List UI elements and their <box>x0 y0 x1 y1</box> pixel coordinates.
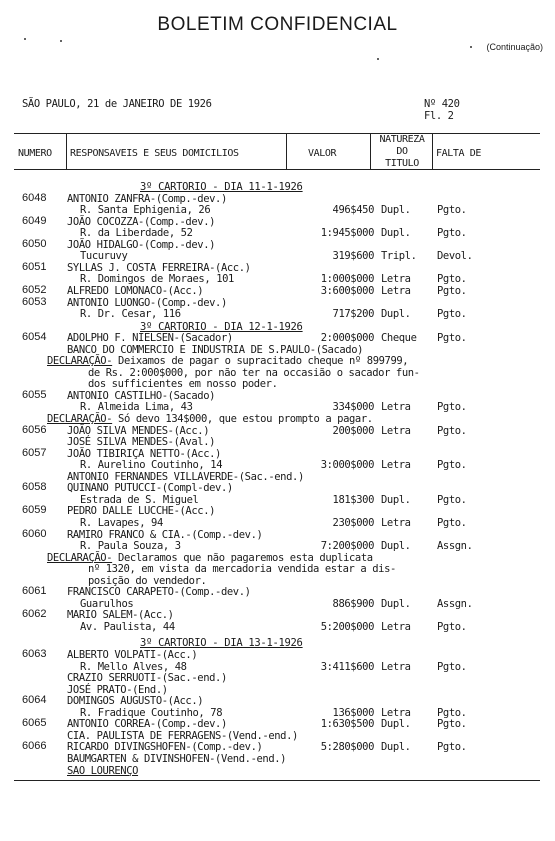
entry-party: JOÃO SILVA MENDES-(Acc.) <box>67 424 210 437</box>
entry-title-type: Dupl. <box>381 204 411 217</box>
entry-reason: Assgn. <box>437 540 473 553</box>
entry-number: 6062 <box>22 608 47 621</box>
header-divider <box>66 133 67 170</box>
entry-party: RICARDO DIVINGSHOFEN-(Comp.-dev.) <box>67 741 263 754</box>
entry-number: 6064 <box>22 694 47 707</box>
entry-party: ANTONIO CORREA-(Comp.-dev.) <box>67 718 227 731</box>
stray-mark <box>470 46 472 48</box>
entry-party: CRAZIO SERRUOTI-(Sac.-end.) <box>67 672 227 685</box>
sheet-number: Fl. 2 <box>424 110 454 122</box>
entry-value: 3:600$000 <box>320 284 374 297</box>
entry-reason: Pgto. <box>437 493 467 506</box>
entry-number: 6055 <box>22 388 47 401</box>
entry-value: 3:000$000 <box>320 459 374 472</box>
entry-number: 6054 <box>22 331 47 344</box>
entry-number: 6061 <box>22 585 47 598</box>
document-title: BOLETIM CONFIDENCIAL <box>157 14 398 35</box>
column-header-natureza: TITULO <box>385 158 419 169</box>
entry-reason: Devol. <box>437 250 473 263</box>
section-heading: 3º CARTORIO - DIA 12-1-1926 <box>140 320 303 333</box>
entry-title-type: Dupl. <box>381 597 411 610</box>
entry-title-type: Letra <box>381 459 411 472</box>
entry-party: SAO LOURENÇO <box>67 764 139 777</box>
entry-value: 7:200$000 <box>320 540 374 553</box>
declaration-line <box>47 552 373 564</box>
header-divider <box>286 133 287 170</box>
declaration-continuation: posição do vendedor. <box>88 574 207 587</box>
entry-reason: Pgto. <box>437 424 467 437</box>
entry-address: R. Domingos de Moraes, 101 <box>80 273 234 286</box>
entry-title-type: Dupl. <box>381 308 411 321</box>
column-header-responsaveis: RESPONSAVEIS E SEUS DOMICILIOS <box>70 148 239 159</box>
entry-title-type: Letra <box>381 516 411 529</box>
entry-reason: Pgto. <box>437 204 467 217</box>
entry-party: ALFREDO LOMONACO-(Acc.) <box>67 284 204 297</box>
entry-title-type: Letra <box>381 620 411 633</box>
entry-number: 6066 <box>22 740 47 753</box>
entry-title-type: Dupl. <box>381 741 411 754</box>
entry-reason: Pgto. <box>437 332 467 345</box>
entry-address: R. Santa Ephigenia, 26 <box>80 204 211 217</box>
entry-party: ADOLPHO F. NIELSEN-(Sacador) <box>67 332 233 345</box>
entry-reason: Pgto. <box>437 620 467 633</box>
entry-value: 319$600 <box>332 250 374 263</box>
entry-value: 5:280$000 <box>320 741 374 754</box>
entry-party: QUINANO PUTUCCI-(Compl-dev.) <box>67 482 233 495</box>
entry-title-type: Letra <box>381 424 411 437</box>
entry-party: FRANCISCO CARAPETO-(Comp.-dev.) <box>67 586 251 599</box>
column-header-numero: NUMERO <box>18 148 52 159</box>
declaration-line <box>47 355 408 367</box>
declaration-continuation: de Rs. 2:000$000, por não ter na occasião o sacador fun- <box>88 366 420 379</box>
entry-value: 5:200$000 <box>320 620 374 633</box>
declaration-text: Só devo 134$000, que estou prompto a pagar. <box>112 413 373 425</box>
entry-title-type: Letra <box>381 273 411 286</box>
entry-address: R. Fradique Coutinho, 78 <box>80 706 223 719</box>
entry-number: 6060 <box>22 527 47 540</box>
entry-address: R. Dr. Cesar, 116 <box>80 308 181 321</box>
entry-reason: Pgto. <box>437 718 467 731</box>
entry-address: R. Mello Alves, 48 <box>80 660 187 673</box>
declaration-continuation: dos sufficientes em nosso poder. <box>88 378 278 391</box>
entry-reason: Pgto. <box>437 227 467 240</box>
entry-title-type: Letra <box>381 660 411 673</box>
column-header-natureza: NATUREZA <box>379 134 425 145</box>
declaration-label: DECLARAÇÃO- <box>47 355 113 368</box>
entry-number: 6059 <box>22 504 47 517</box>
entry-value: 181$300 <box>332 493 374 506</box>
section-heading: 3º CARTORIO - DIA 13-1-1926 <box>140 637 303 650</box>
entry-reason: Pgto. <box>437 741 467 754</box>
stray-mark <box>24 38 26 40</box>
entry-number: 6052 <box>22 283 47 296</box>
entry-value: 230$000 <box>332 516 374 529</box>
entry-value: 1:945$000 <box>320 227 374 240</box>
entry-party: JOÃO COCOZZA-(Comp.-dev.) <box>67 215 216 228</box>
entry-number: 6065 <box>22 717 47 730</box>
entry-reason: Pgto. <box>437 516 467 529</box>
declaration-label: DECLARAÇÃO- <box>47 413 113 425</box>
header-divider <box>432 133 433 170</box>
entry-address: R. Almeida Lima, 43 <box>80 401 193 414</box>
column-header-falta: FALTA DE <box>436 148 481 159</box>
entry-address: Guarulhos <box>80 597 134 610</box>
entry-address: R. Paula Souza, 3 <box>80 540 181 553</box>
entry-party: ANTONIO LUONGO-(Comp.-dev.) <box>67 296 227 309</box>
entry-reason: Pgto. <box>437 706 467 719</box>
entry-value: 3:411$600 <box>320 660 374 673</box>
continuation-label: (Continuação) <box>486 42 543 52</box>
entry-number: 6053 <box>22 295 47 308</box>
header-rule-top <box>14 133 540 134</box>
column-header-valor: VALOR <box>308 148 337 159</box>
column-header-natureza: DO <box>396 146 408 157</box>
entry-title-type: Letra <box>381 706 411 719</box>
entry-party: ALBERTO VOLPATI-(Acc.) <box>67 649 198 661</box>
entry-value: 1:000$000 <box>320 273 374 286</box>
entry-number: 6049 <box>22 214 47 227</box>
declaration-text: Deixamos de pagar o supracitado cheque nº 899799, <box>112 355 409 368</box>
entry-party: JOÃO TIBIRIÇA NETTO-(Acc.) <box>67 447 221 460</box>
entry-reason: Pgto. <box>437 401 467 414</box>
entry-reason: Pgto. <box>437 273 467 286</box>
entry-title-type: Letra <box>381 401 411 414</box>
declaration-label: DECLARAÇÃO- <box>47 551 113 564</box>
entry-value: 496$450 <box>332 204 374 217</box>
entry-title-type: Letra <box>381 284 411 297</box>
entry-reason: Pgto. <box>437 308 467 321</box>
footer-rule <box>14 780 540 781</box>
place-date: SÃO PAULO, 21 de JANEIRO DE 1926 <box>22 98 212 110</box>
declaration-line <box>47 413 373 425</box>
entry-title-type: Cheque <box>381 332 417 345</box>
entry-party: PEDRO DALLE LUCCHE-(Acc.) <box>67 505 216 518</box>
entry-party: JOÃO HIDALGO-(Comp.-dev.) <box>67 238 216 251</box>
entry-value: 717$200 <box>332 308 374 321</box>
entry-number: 6048 <box>22 191 47 204</box>
entry-party: ANTONIO CASTILHO-(Sacado) <box>67 389 216 402</box>
entry-address: R. Aurelino Coutinho, 14 <box>80 459 223 472</box>
entry-party: CIA. PAULISTA DE FERRAGENS-(Vend.-end.) <box>67 729 298 742</box>
entry-number: 6050 <box>22 237 47 250</box>
entry-value: 886$900 <box>332 597 374 610</box>
entry-reason: Pgto. <box>437 284 467 297</box>
entry-value: 2:000$000 <box>320 332 374 345</box>
header-rule-bottom <box>14 169 540 170</box>
stray-mark <box>377 58 379 60</box>
declaration-text: Declaramos que não pagaremos esta duplicata <box>112 551 373 564</box>
entry-value: 334$000 <box>332 401 374 414</box>
entry-address: R. Lavapes, 94 <box>80 516 163 529</box>
entry-title-type: Dupl. <box>381 540 411 553</box>
bulletin-number: Nº 420 <box>424 98 460 110</box>
entry-value: 200$000 <box>332 424 374 437</box>
entry-number: 6058 <box>22 481 47 494</box>
entry-party: ANTONIO FERNANDES VILLAVERDE-(Sac.-end.) <box>67 470 304 483</box>
entry-number: 6063 <box>22 648 47 660</box>
header-divider <box>370 133 371 170</box>
entry-title-type: Tripl. <box>381 250 417 263</box>
entry-address: R. da Liberdade, 52 <box>80 227 193 240</box>
entry-party: JOSÉ PRATO-(End.) <box>67 683 168 696</box>
entry-reason: Assgn. <box>437 597 473 610</box>
entry-party: ANTONIO ZANFRA-(Comp.-dev.) <box>67 192 227 205</box>
entry-number: 6056 <box>22 423 47 436</box>
entry-title-type: Dupl. <box>381 227 411 240</box>
entry-address: Tucuruvy <box>80 250 128 263</box>
entry-party: BAUMGARTEN & DIVINSHOFEN-(Vend.-end.) <box>67 752 287 765</box>
entry-party: DOMINGOS AUGUSTO-(Acc.) <box>67 695 204 708</box>
entry-address: Av. Paulista, 44 <box>80 620 175 633</box>
entry-value: 1:630$500 <box>320 718 374 731</box>
declaration-continuation: nº 1320, em vista da mercadoria vendida estar a dis- <box>88 563 396 576</box>
entry-party: MARIO SALEM-(Acc.) <box>67 609 174 622</box>
entry-reason: Pgto. <box>437 459 467 472</box>
entry-address: Estrada de S. Miguel <box>80 493 199 506</box>
entry-party: RAMIRO FRANCO & CIA.-(Comp.-dev.) <box>67 528 263 541</box>
entry-value: 136$000 <box>332 706 374 719</box>
entry-reason: Pgto. <box>437 660 467 673</box>
entry-number: 6057 <box>22 446 47 459</box>
entry-title-type: Dupl. <box>381 493 411 506</box>
entry-party: BANCO DO COMMERCIO E INDUSTRIA DE S.PAULO-(Sacado) <box>67 343 364 356</box>
entry-party: JOSÉ SILVA MENDES-(Aval.) <box>67 436 216 449</box>
entry-title-type: Dupl. <box>381 718 411 731</box>
entry-party: SYLLAS J. COSTA FERREIRA-(Acc.) <box>67 261 251 274</box>
section-heading: 3º CARTORIO - DIA 11-1-1926 <box>140 181 303 193</box>
stray-mark <box>60 40 62 42</box>
entry-number: 6051 <box>22 260 47 273</box>
